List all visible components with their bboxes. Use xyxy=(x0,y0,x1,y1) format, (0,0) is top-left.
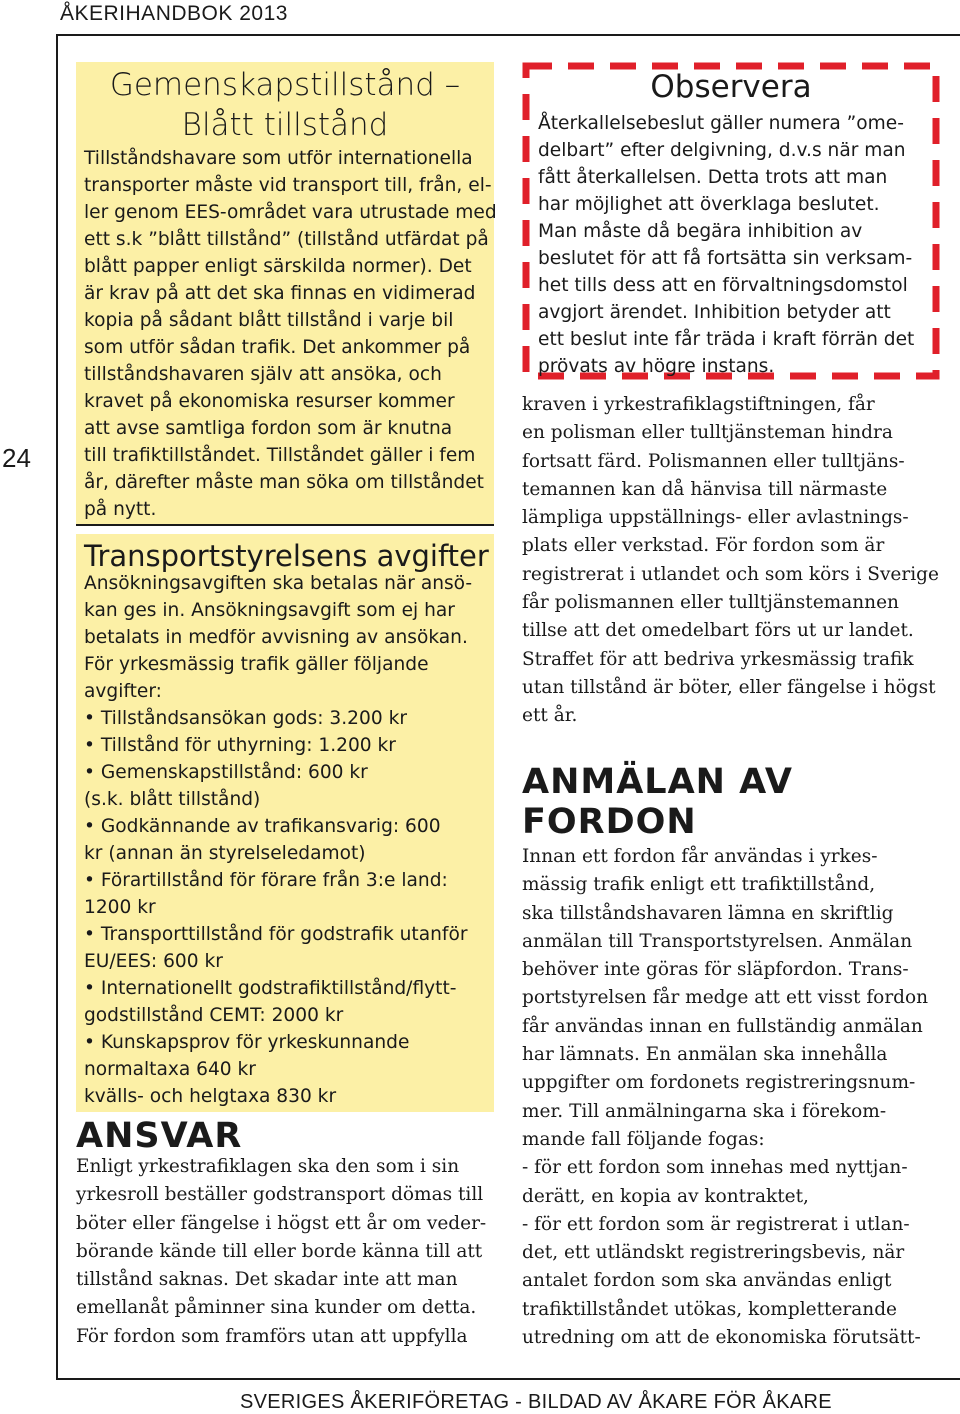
ansvar-line: börande kände till eller borde känna till att xyxy=(76,1240,483,1262)
observera-box xyxy=(522,62,940,380)
book-title: ÅKERIHANDBOK 2013 xyxy=(60,2,288,25)
avgifter-line: • Kunskapsprov för yrkeskunnande xyxy=(84,1032,410,1053)
right-paragraph-1-line: får polismannen eller tulltjänstemannen xyxy=(522,592,899,614)
box1-line: på nytt. xyxy=(84,499,157,520)
avgifter-line: Ansökningsavgiften ska betalas när ansö- xyxy=(84,573,473,594)
avgifter-paragraph xyxy=(84,570,472,1110)
anmalan-line: får användas innan en fullständig anmälan xyxy=(522,1015,923,1037)
avgifter-line: • Tillstånd för uthyrning: 1.200 kr xyxy=(84,735,396,756)
avgifter-line: EU/EES: 600 kr xyxy=(84,951,223,972)
box1-line: att avse samtliga fordon som är knutna xyxy=(84,418,453,439)
anmalan-heading-line2: FORDON xyxy=(522,802,697,842)
footer-slogan: SVERIGES ÅKERIFÖRETAG - BILDAD AV ÅKARE FÖR ÅKARE xyxy=(240,1391,832,1413)
observera-paragraph xyxy=(538,110,914,380)
anmalan-line: mässig trafik enligt ett trafiktillstånd, xyxy=(522,874,876,896)
observera-line: het tills dess att en förvaltningsdomstol xyxy=(538,275,908,296)
ansvar-line: emellanåt påminner sina kunder om detta. xyxy=(76,1297,477,1319)
anmalan-line: derätt, en kopia av kontraktet, xyxy=(522,1185,809,1207)
anmalan-line: antalet fordon som ska användas enligt xyxy=(522,1270,892,1292)
avgifter-line: kvälls- och helgtaxa 830 kr xyxy=(84,1086,337,1107)
anmalan-line: har lämnats. En anmälan ska innehålla xyxy=(522,1044,888,1066)
observera-title: Observera xyxy=(650,69,812,105)
observera-line: prövats av högre instans. xyxy=(538,356,775,377)
anmalan-heading-line1: ANMÄLAN AV xyxy=(522,762,793,802)
box1-line: som utför sådan trafik. Det ankommer på xyxy=(84,337,471,358)
avgifter-line: • Internationellt godstrafiktillstånd/flytt- xyxy=(84,978,457,999)
box1-line: till trafiktillståndet. Tillståndet gäller i fem xyxy=(84,445,476,466)
anmalan-line: - för ett fordon som innehas med nyttjan- xyxy=(522,1157,908,1179)
right-paragraph-1-line: kraven i yrkestrafiklagstiftningen, får xyxy=(522,394,875,415)
avgifter-line: • Transporttillstånd för godstrafik utanför xyxy=(84,924,468,945)
avgifter-line: • Godkännande av trafikansvarig: 600 xyxy=(84,816,441,837)
right-paragraph-1-line: temannen kan då hänvisa till närmaste xyxy=(522,478,888,500)
observera-line: Man måste då begära inhibition av xyxy=(538,221,863,242)
ansvar-heading: ANSVAR xyxy=(76,1116,243,1156)
box1-line: år, därefter måste man söka om tillståndet xyxy=(84,472,484,493)
box1-line: ler genom EES-området vara utrustade med xyxy=(84,202,497,223)
anmalan-line: uppgifter om fordonets registreringsnum- xyxy=(522,1072,916,1094)
avgifter-line: • Förartillstånd för förare från 3:e land: xyxy=(84,870,448,891)
ansvar-line: böter eller fängelse i högst ett år om veder- xyxy=(76,1212,487,1234)
avgifter-line: 1200 kr xyxy=(84,897,156,918)
box1-line: transporter måste vid transport till, från, el- xyxy=(84,175,492,196)
right-paragraph-1-line: registrerat i utlandet och som körs i Sverige xyxy=(522,563,939,585)
avgifter-line: normaltaxa 640 kr xyxy=(84,1059,256,1080)
box1-title-line1: Gemenskapstillstånd – xyxy=(109,67,461,103)
avgifter-line: godstillstånd CEMT: 2000 kr xyxy=(84,1005,344,1026)
right-paragraph-1-line: ett år. xyxy=(522,705,578,727)
box1-line: ett s.k ”blått tillstånd” (tillstånd utfärdat på xyxy=(84,229,489,250)
page-number: 24 xyxy=(2,443,31,473)
avgifter-line: kan ges in. Ansökningsavgift som ej har xyxy=(84,600,455,621)
observera-line: delbart” efter delgivning, d.v.s när man xyxy=(538,140,906,161)
box1-title-line2: Blått tillstånd xyxy=(181,107,389,143)
anmalan-line: trafiktillståndet utökas, kompletterande xyxy=(522,1298,897,1320)
anmalan-line: - för ett fordon som är registrerat i utlan- xyxy=(522,1213,910,1235)
box1-line: Tillståndshavare som utför internationella xyxy=(84,148,473,169)
anmalan-line: behöver inte göras för släpfordon. Trans- xyxy=(522,959,909,981)
box1-line: är krav på att det ska finnas en vidimerad xyxy=(84,283,476,304)
observera-line: beslutet för att få fortsätta sin verksam- xyxy=(538,248,913,269)
box1-line: kopia på sådant blått tillstånd i varje bil xyxy=(84,310,454,331)
avgifter-line: (s.k. blått tillstånd) xyxy=(84,789,261,810)
observera-line: avgjort ärendet. Inhibition betyder att xyxy=(538,302,891,323)
box1-line: blått papper enligt särskilda normer). Det xyxy=(84,256,472,277)
right-paragraph-1 xyxy=(522,391,939,731)
ansvar-line: tillstånd saknas. Det skadar inte att man xyxy=(76,1269,458,1291)
avgifter-line: • Tillståndsansökan gods: 3.200 kr xyxy=(84,708,407,729)
right-paragraph-1-line: fortsatt färd. Polismannen eller tulltjäns- xyxy=(522,450,905,472)
observera-line: fått återkallelsen. Detta trots att man xyxy=(538,167,888,188)
anmalan-paragraph xyxy=(522,843,928,1352)
right-paragraph-1-line: Straffet för att bedriva yrkesmässig trafik xyxy=(522,648,914,670)
anmalan-line: Innan ett fordon får användas i yrkes- xyxy=(522,846,878,867)
observera-line: Återkallelsebeslut gäller numera ”ome- xyxy=(538,113,904,134)
box1-paragraph xyxy=(84,145,497,523)
anmalan-line: portstyrelsen får medge att ett visst fordon xyxy=(522,987,929,1009)
anmalan-line: mande fall följande fogas: xyxy=(522,1128,765,1150)
box1-line: tillståndshavaren själv att ansöka, och xyxy=(84,364,442,385)
anmalan-line: ska tillståndshavaren lämna en skriftlig xyxy=(522,902,894,924)
anmalan-line: mer. Till anmälningarna ska i förekom- xyxy=(522,1100,887,1122)
observera-line: ett beslut inte får träda i kraft förrän det xyxy=(538,329,915,350)
avgifter-heading: Transportstyrelsens avgifter xyxy=(84,539,489,573)
avgifter-line: betalats in medför avvisning av ansökan. xyxy=(84,627,468,648)
right-paragraph-1-line: lämpliga uppställnings- eller avlastnings- xyxy=(522,507,909,529)
box1-line: kravet på ekonomiska resurser kommer xyxy=(84,391,455,412)
anmalan-line: utredning om att de ekonomiska förutsätt- xyxy=(522,1327,921,1349)
ansvar-line: yrkesroll beställer godstransport dömas till xyxy=(76,1184,484,1206)
right-paragraph-1-line: plats eller verkstad. För fordon som är xyxy=(522,535,885,557)
ansvar-line: Enligt yrkestrafiklagen ska den som i sin xyxy=(76,1156,460,1177)
ansvar-line: För fordon som framförs utan att uppfylla xyxy=(76,1325,468,1347)
ansvar-paragraph xyxy=(76,1153,486,1351)
observera-line: har möjlighet att överklaga beslutet. xyxy=(538,194,880,215)
right-paragraph-1-line: utan tillstånd är böter, eller fängelse i högst xyxy=(522,676,936,698)
right-paragraph-1-line: tillse att det omedelbart förs ut ur landet. xyxy=(522,620,914,642)
avgifter-line: • Gemenskapstillstånd: 600 kr xyxy=(84,762,368,783)
avgifter-line: avgifter: xyxy=(84,681,162,702)
avgifter-line: För yrkesmässig trafik gäller följande xyxy=(84,654,429,675)
right-paragraph-1-line: en polisman eller tulltjänsteman hindra xyxy=(522,422,893,444)
anmalan-line: det, ett utländskt registreringsbevis, när xyxy=(522,1242,905,1264)
anmalan-line: anmälan till Transportstyrelsen. Anmälan xyxy=(522,930,913,952)
avgifter-line: kr (annan än styrelseledamot) xyxy=(84,843,366,864)
